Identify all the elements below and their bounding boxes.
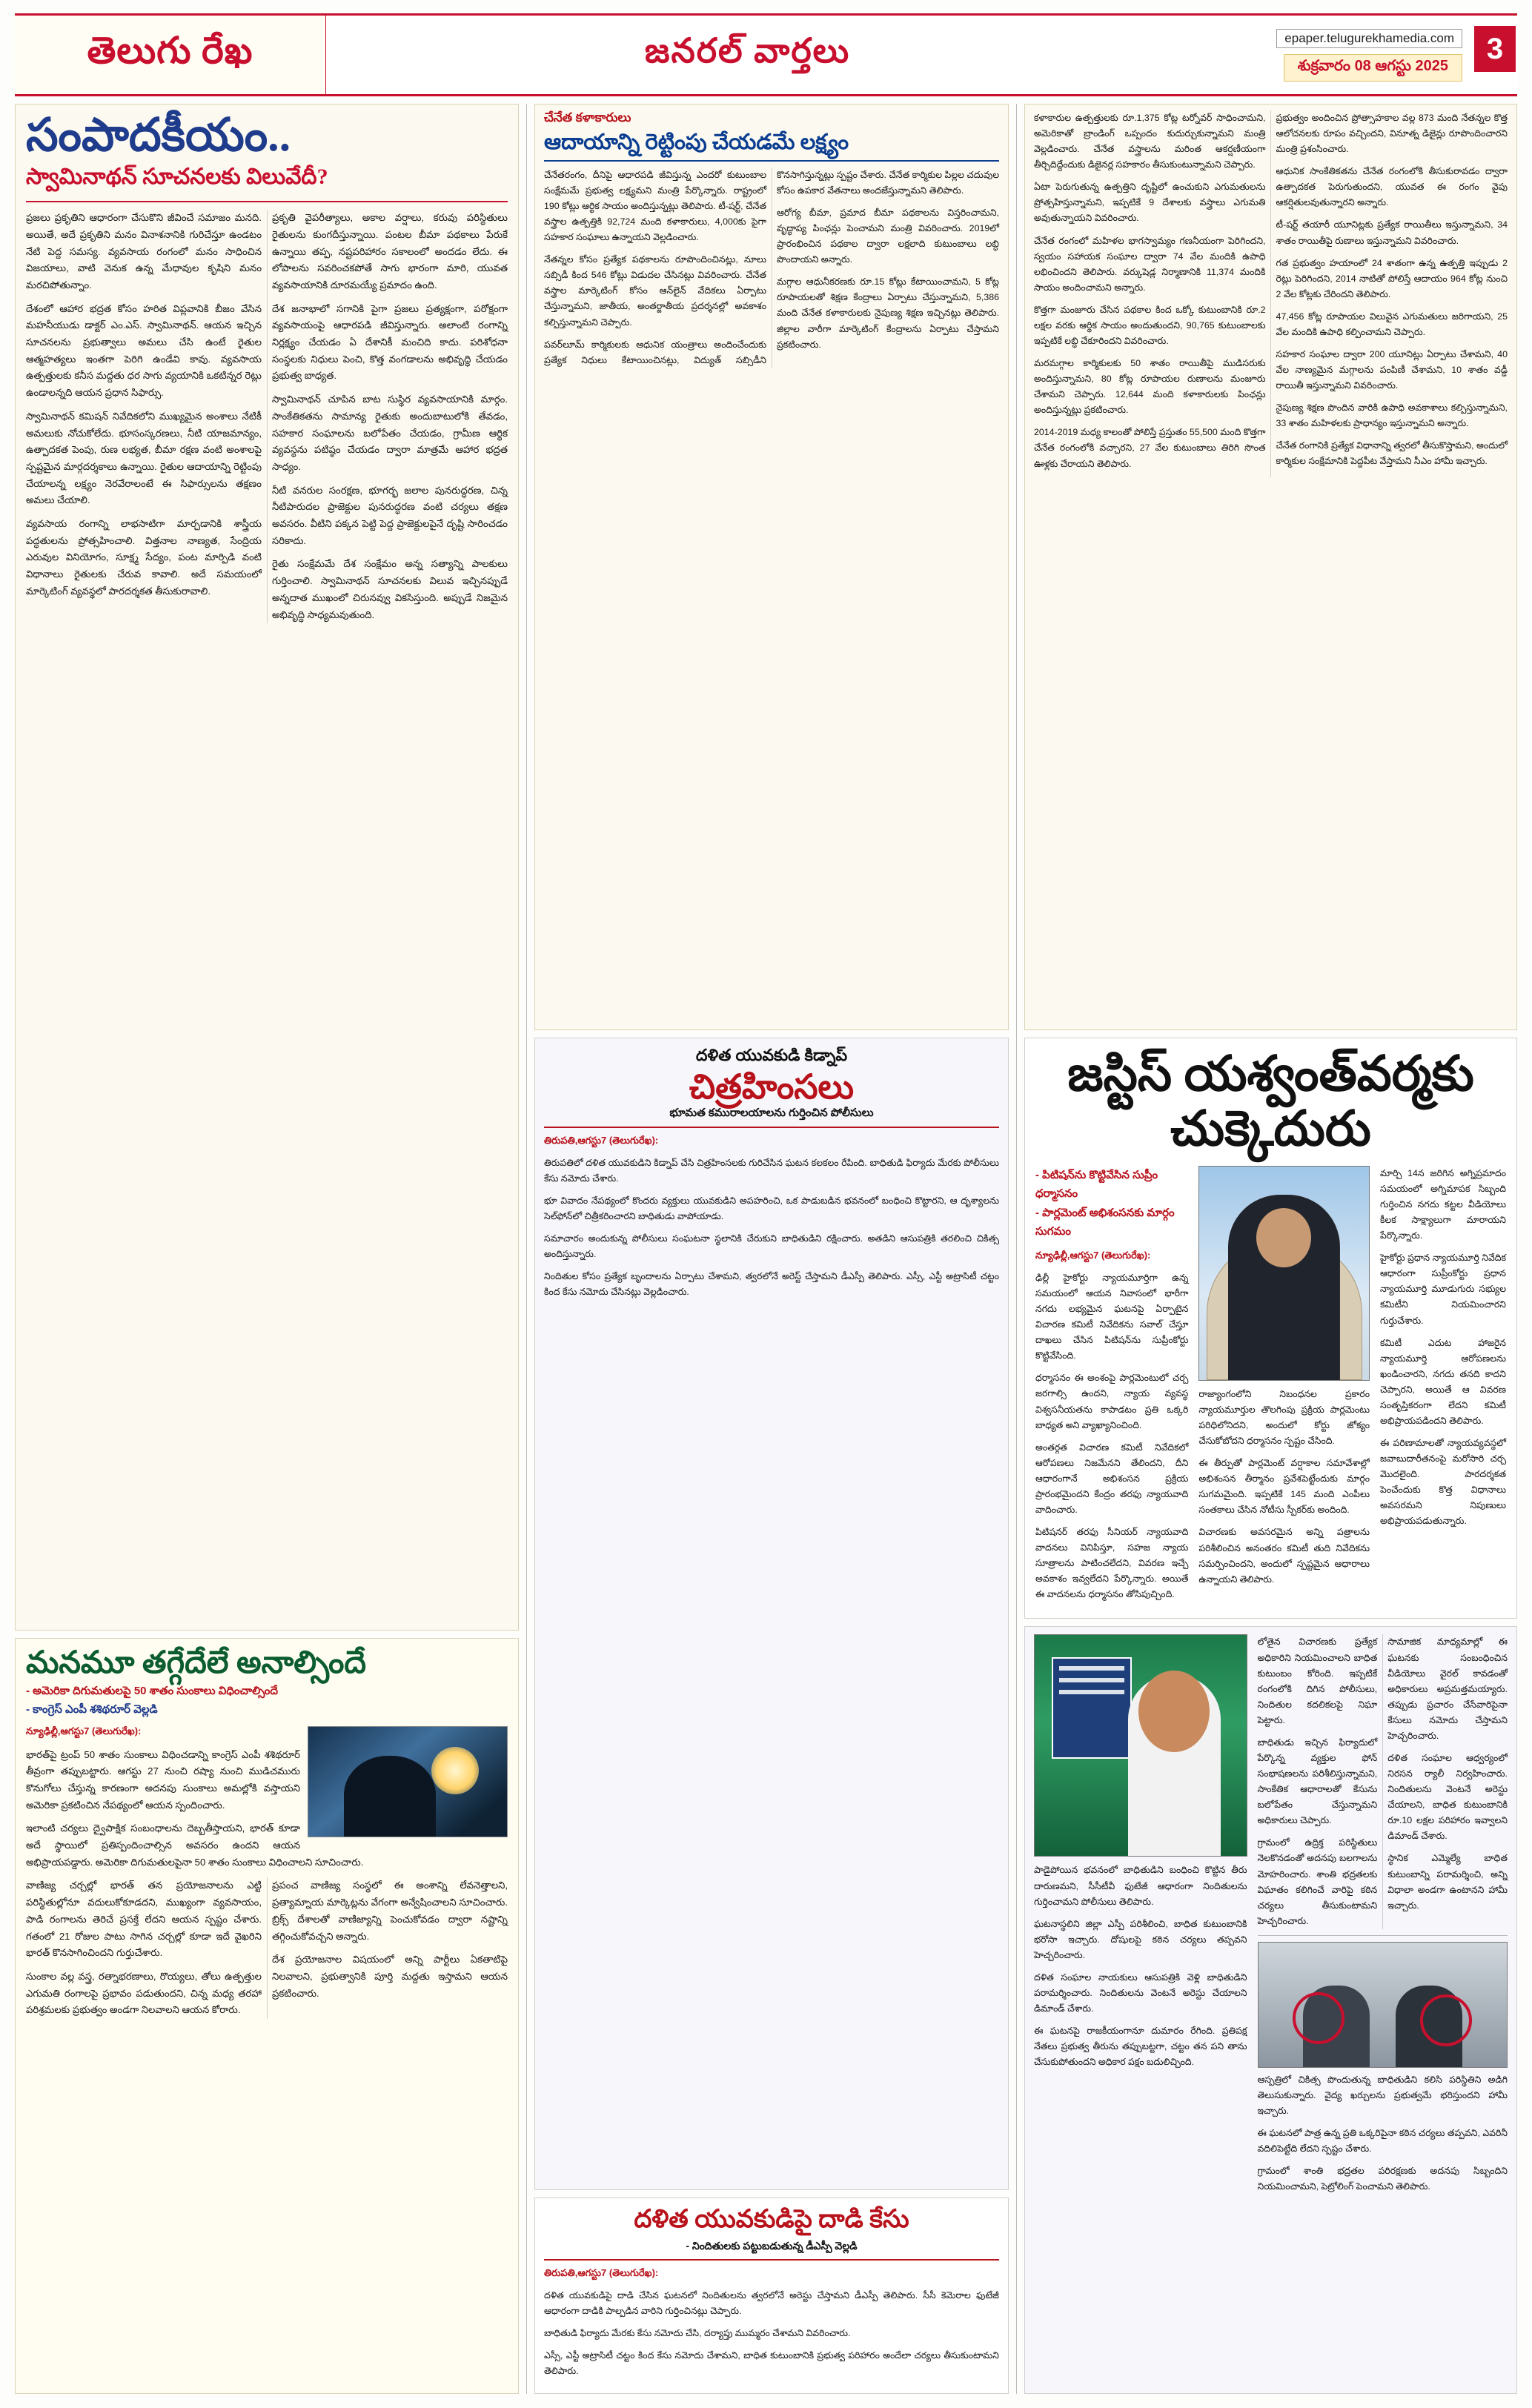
section-title: జనరల్ వార్తలు [644, 31, 851, 70]
publication-logo [15, 16, 326, 94]
paragraph: ప్రపంచ వాణిజ్య సంస్థలో ఈ అంశాన్ని లేవనెత్తాలని, ప్రత్యామ్నాయ మార్కెట్లను వేగంగా అన్వేషించాలని సూచించారు. బ్రిక్స్ దేశాలతో వాణిజ్యాన్ని పెంచుకోవడం ద్వారా నష్టాన్ని తగ్గించుకోవచ్చని అన్నారు. [272, 1880, 508, 1942]
page-number: 3 [1474, 26, 1516, 72]
dalit-body-right [1034, 1863, 1247, 2070]
paragraph: మార్చి 14న జరిగిన అగ్నిప్రమాదం సమయంలో అగ్నిమాపక సిబ్బంది గుర్తించిన నగదు కట్టల వీడియోలు కీలక సాక్ష్యాలుగా మారాయని పేర్కొన్నారు. [1380, 1167, 1506, 1241]
tariff-kicker: - అమెరికా దిగుమతులపై 50 శాతం సుంకాలు విధించాల్సిందే [26, 1685, 278, 1698]
paragraph: ఆరోగ్య బీమా, ప్రమాద బీమా పథకాలను విస్తరించామని, వృద్ధాప్య పింఛన్లు పెంచామని మంత్రి వివరించారు. 2019లో ప్రారంభించిన పథకాల ద్వారా లక్షలాది కుటుంబాలు లబ్ధి పొందాయని అన్నారు. [777, 207, 999, 265]
paragraph: ఈ తీర్పుతో పార్లమెంట్ వర్షాకాల సమావేశాల్లో అభిశంసన తీర్మానం ప్రవేశపెట్టేందుకు మార్గం సుగమమైంది. ఇప్పటికే 145 మంది ఎంపీలు సంతకాలు చేసిన నోటీసు స్పీకర్‌కు అందింది. [1198, 1458, 1370, 1516]
column-divider [1016, 104, 1017, 2394]
leader-press-meet-photo [1034, 1634, 1247, 1857]
paragraph: చేనేత రంగంలో మహిళల భాగస్వామ్యం గణనీయంగా పెరిగిందని, స్వయం సహాయక సంఘాల ద్వారా 74 వేల మందికి ఉపాధి లభించిందని తెలిపారు. వర్కుషెడ్ల నిర్మాణానికి 11,374 మందికి సాయం అందించామని అన్నారు. [1034, 235, 1266, 293]
paragraph: ఎస్సీ, ఎస్టీ అట్రాసిటీ చట్టం కింద కేసు నమోదు చేశామని, బాధిత కుటుంబానికి ప్రభుత్వ పరిహారం అందేలా చర్యలు తీసుకుంటామని తెలిపారు. [544, 2349, 999, 2376]
divider [1258, 1935, 1508, 1936]
column-right [1024, 104, 1517, 2394]
paragraph: దళిత యువకుడిపై దాడి చేసిన ఘటనలో నిందితులను త్వరలోనే అరెస్టు చేస్తామని డీఎస్పీ తెలిపారు. సీసీ కెమెరాల ఫుటేజీ ఆధారంగా దాడికి పాల్పడిన వారిని గుర్తించినట్లు చెప్పారు. [544, 2289, 999, 2316]
justice-body-3 [1380, 1166, 1506, 1530]
dateline: న్యూఢిల్లీ,ఆగస్టు7 (తెలుగురేఖ): [1035, 1249, 1151, 1261]
editorial-article [15, 104, 519, 1631]
paragraph: తిరుపతిలో దళిత యువకుడిని కిడ్నాప్ చేసి చిత్రహింసలకు గురిచేసిన ఘటన కలకలం రేపింది. బాధితుడి ఫిర్యాదు మేరకు పోలీసులు కేసు నమోదు చేశారు. [544, 1157, 999, 1184]
paragraph: ప్రభుత్వం అందించిన ప్రోత్సాహకాల వల్ల 873 మంది నేతన్నల కొత్త ఆలోచనలకు రూపం వచ్చిందని, వినూత్న డిజైన్లు రూపొందించారని మంత్రి ప్రశంసించారు. [1276, 113, 1508, 155]
paragraph: పాడైపోయిన భవనంలో బాధితుడిని బంధించి కొట్టిన తీరు దారుణమని, సీసీటీవీ ఫుటేజీ ఆధారంగా నిందితులను గుర్తించామని పోలీసులు తెలిపారు. [1034, 1865, 1247, 1907]
editorial-body [26, 210, 508, 623]
backdrop-banner [1052, 1657, 1132, 1759]
tariff-body-continued [26, 1877, 508, 2019]
dateline: తిరుపతి,ఆగస్టు7 (తెలుగురేఖ): [544, 1134, 659, 1146]
justice-verma-photo [1198, 1166, 1370, 1381]
paragraph: రైతు సంక్షేమమే దేశ సంక్షేమం అన్న సత్యాన్ని పాలకులు గుర్తించాలి. స్వామినాథన్ సూచనలకు విలువ ఇచ్చినప్పుడే అన్నదాత ముఖంలో చిరునవ్వు వికసిస్తుంది. అప్పుడే నిజమైన అభివృద్ధి సాధ్యమవుతుంది. [272, 558, 508, 620]
paragraph: గ్రామంలో శాంతి భద్రతల పరిరక్షణకు అదనపు సిబ్బందిని నియమించామని, పెట్రోలింగ్ పెంచామని తెలిపారు. [1257, 2166, 1508, 2192]
paragraph: దళిత సంఘాల నాయకులు ఆసుపత్రికి వెళ్లి బాధితుడిని పరామర్శించారు. నిందితులను వెంటనే అరెస్టు చేయాలని డిమాండ్ చేశారు. [1034, 1971, 1247, 2014]
paragraph: 2014-2019 మధ్య కాలంతో పోలిస్తే ప్రస్తుతం 55,500 మంది కొత్తగా చేనేత రంగంలోకి వచ్చారని, 27 వేల కుటుంబాలు తిరిగి సొంత ఊళ్లకు చేరాయని తెలిపారు. [1034, 427, 1266, 469]
assault-case-article [534, 2198, 1009, 2394]
masthead-meta [1169, 16, 1517, 94]
weaver-headline: ఆదాయాన్ని రెట్టింపు చేయడమే లక్ష్యం [544, 130, 999, 162]
cctv-footage-photo [1258, 1942, 1508, 2068]
paragraph: వాణిజ్య చర్చల్లో భారత్ తన ప్రయోజనాలను ఎట్టి పరిస్థితుల్లోనూ వదులుకోకూడదని, ముఖ్యంగా వ్యవసాయం, పాడి రంగాలను తెరిచే ప్రసక్తే లేదని ఆయన స్పష్టం చేశారు. గతంలో 21 రోజుల పాటు సాగిన చర్చల్లో కూడా ఇదే వైఖరిని భారత్ కొనసాగించిందని గుర్తుచేశారు. [26, 1880, 262, 1959]
attack-body-right [1258, 2072, 1508, 2195]
tariff-byline: - కాంగ్రెస్ ఎంపీ శశిథరూర్ వెల్లడి [26, 1703, 158, 1717]
weaver-category: చేనేత కళాకారులు [544, 110, 631, 125]
speaker-portrait [1128, 1675, 1221, 1856]
paragraph: నిందితుల కోసం ప్రత్యేక బృందాలను ఏర్పాటు చేశామని, త్వరలోనే అరెస్ట్ చేస్తామని డీఎస్పీ తెలిపారు. ఎస్సీ, ఎస్టీ అట్రాసిటీ చట్టం కింద కేసు నమోదు చేసినట్లు వెల్లడించారు. [544, 1271, 999, 1298]
paragraph: మగ్గాల ఆధునీకరణకు రూ.15 కోట్లు కేటాయించామని, 5 కోట్ల రూపాయలతో శిక్షణ కేంద్రాలు ఏర్పాటు చేస్తున్నామని, 5,386 మంది చేనేత కళాకారులకు నైపుణ్య శిక్షణ ఇచ్చినట్లు తెలిపారు. జిల్లాల వారీగా మార్కెటింగ్ కేంద్రాలను ఏర్పాటు చేస్తామని ప్రకటించారు. [777, 276, 999, 350]
page-content [15, 104, 1517, 2394]
banner-line [1059, 1690, 1124, 1694]
paragraph: నేతన్నల కోసం ప్రత్యేక పథకాలను రూపొందించినట్లు, నూలు సబ్సిడీ కింద 546 కోట్లు విడుదల చేసినట్లు వివరించారు. చేనేత వస్త్రాల మార్కెటింగ్ కోసం ఆన్‌లైన్ వేదికలు ఏర్పాటు చేస్తున్నామని, జాతీయ, అంతర్జాతీయ ప్రదర్శనల్లో అవకాశం కల్పిస్తున్నామని చెప్పారు. [544, 254, 766, 328]
paragraph: 47,456 కోట్ల రూపాయల విలువైన ఎగుమతులు జరిగాయని, 25 వేల మందికి ఉపాధి కల్పించామని చెప్పారు. [1276, 311, 1508, 337]
paragraph: దేశంలో ఆహార భద్రత కోసం హరిత విప్లవానికి బీజం వేసిన మహనీయుడు డాక్టర్ ఎం.ఎస్. స్వామినాథన్. ఆయన ఇచ్చిన సూచనలను ప్రభుత్వాలు అమలు చేసి ఉంటే రైతుల ఆత్మహత్యలు ఇంతగా పెరిగి ఉండేవి కావు. వ్యవసాయ ఉత్పత్తులకు కనీస మద్దతు ధర సాగు వ్యయానికి ఒకటిన్నర రెట్లు ఉండాలన్నది ఆయన ప్రధాన సిఫార్సు. [26, 302, 262, 399]
paragraph: రాజ్యాంగంలోని నిబంధనల ప్రకారం న్యాయమూర్తుల తొలగింపు ప్రక్రియ పార్లమెంటు పరిధిలోనిదని, అందులో కోర్టు జోక్యం చేసుకోబోదని ధర్మాసనం స్పష్టం చేసింది. [1198, 1388, 1370, 1447]
tariff-article [15, 1638, 519, 2394]
paragraph: టీ-షర్ట్ తయారీ యూనిట్లకు ప్రత్యేక రాయితీలు ఇస్తున్నామని, 34 శాతం రాయితీపై రుణాలు ఇస్తున్నామని వివరించారు. [1276, 219, 1508, 246]
paragraph: బాధితుడు ఇచ్చిన ఫిర్యాదులో పేర్కొన్న వ్యక్తుల ఫోన్ సంభాషణలను పరిశీలిస్తున్నామని, సాంకేతిక ఆధారాలతో కేసును బలోపేతం చేస్తున్నామని అధికారులు చెప్పారు. [1257, 1737, 1378, 1826]
column-left [15, 104, 519, 2394]
paragraph: ఏటా పెరుగుతున్న ఉత్పత్తిని దృష్టిలో ఉంచుకుని ఎగుమతులను ప్రోత్సహిస్తున్నామని, ఇప్పటికే 9 దేశాలకు వస్త్రాలు ఎగుమతి అవుతున్నాయని వివరించారు. [1034, 182, 1266, 224]
dalit-kicker: దళిత యువకుడి కిడ్నాప్ [695, 1046, 848, 1064]
paragraph: ప్రజలు ప్రకృతిని ఆధారంగా చేసుకొని జీవించే సమాజం మనది. అయితే, అదే ప్రకృతిని మనం వినాశనానికి గురిచేస్తూ ఉండటం నేటి పెద్ద సమస్య. వ్యవసాయ రంగంలో మనం సాధించిన విజయాలు, వాటి వెనుక ఉన్న మేధావుల కృషిని మనం మరచిపోతున్నాం. [26, 212, 262, 291]
paragraph: చేనేత రంగానికి ప్రత్యేక విధానాన్ని త్వరలో తీసుకొస్తామని, అందులో కార్మికుల సంక్షేమానికి పెద్దపీట వేస్తామని సీఎం హామీ ఇచ్చారు. [1276, 440, 1508, 467]
paragraph: దేశ ప్రయోజనాల విషయంలో అన్ని పార్టీలు ఏకతాటిపై నిలవాలని, ప్రభుత్వానికి పూర్తి మద్దతు ఇస్తామని ఆయన ప్రకటించారు. [272, 1954, 508, 1999]
paragraph: ఈ ఘటనపై రాజకీయంగానూ దుమారం రేగింది. ప్రతిపక్ష నేతలు ప్రభుత్వ తీరును తప్పుబట్టగా, చట్టం తన పని తాను చేసుకుపోతుందని అధికార పక్షం బదులిచ్చింది. [1034, 2026, 1247, 2068]
paragraph: చేనేతరంగం, దీనిపై ఆధారపడి జీవిస్తున్న ఎందరో కుటుంబాల సంక్షేమమే ప్రభుత్వ లక్ష్యమని మంత్రి పేర్కొన్నారు. రాష్ట్రంలో 190 కోట్లు ఆర్థిక సాయం అందిస్తున్నట్లు తెలిపారు. టీ-షర్ట్, చేనేత వస్త్రాల ఉత్పత్తికి 92,724 మంది కళాకారులు, 4,000కు పైగా సహకార సంఘాలు ఉన్నాయని వెల్లడించారు. [544, 169, 766, 243]
banner-line [1059, 1666, 1124, 1671]
paragraph: సామాజిక మాధ్యమాల్లో ఈ ఘటనకు సంబంధించిన వీడియోలు వైరల్ కావడంతో అధికారులు అప్రమత్తమయ్యారు. తప్పుడు ప్రచారం చేసేవారిపైనా కేసులు నమోదు చేస్తామని హెచ్చరించారు. [1387, 1636, 1508, 1741]
tariff-headline: మనమూ తగ్గేదేలే అనాల్సిందే [26, 1646, 367, 1680]
paragraph: నైపుణ్య శిక్షణ పొందిన వారికి ఉపాధి అవకాశాలు కల్పిస్తున్నామని, 33 శాతం మహిళలకు ప్రాధాన్యం ఇస్తున్నామని అన్నారు. [1276, 402, 1508, 429]
section-header [326, 16, 1169, 94]
justice-verma-article [1024, 1038, 1517, 1619]
paragraph: ఢిల్లీ హైకోర్టు న్యాయమూర్తిగా ఉన్న సమయంలో ఆయన నివాసంలో భారీగా నగదు లభ్యమైన ఘటనపై ఏర్పాటైన విచారణ కమిటీ నివేదికను సవాల్ చేస్తూ దాఖలు చేసిన పిటిషన్‌ను సుప్రీంకోర్టు కొట్టివేసింది. [1035, 1272, 1189, 1361]
justice-body [1035, 1247, 1188, 1603]
dalit-torture-article [534, 1038, 1009, 2190]
dalit-article-right [1024, 1626, 1517, 2394]
weaver-body [544, 168, 999, 368]
paragraph: ఆస్పత్రిలో చికిత్స పొందుతున్న బాధితుడిని కలిసి పరిస్థితిని అడిగి తెలుసుకున్నారు. వైద్య ఖర్చులను ప్రభుత్వమే భరిస్తుందని హామీ ఇచ్చారు. [1257, 2074, 1508, 2117]
paragraph: సమాచారం అందుకున్న పోలీసులు సంఘటనా స్థలానికి చేరుకుని బాధితుడిని రక్షించారు. అతడిని ఆసుపత్రికి తరలించి చికిత్స అందిస్తున్నారు. [544, 1233, 999, 1260]
paragraph: దళిత సంఘాల ఆధ్వర్యంలో నిరసన ర్యాలీ నిర్వహించారు. నిందితులను వెంటనే అరెస్టు చేయాలని, బాధిత కుటుంబానికి రూ.10 లక్షల పరిహారం ఇవ్వాలని డిమాండ్ చేశారు. [1387, 1753, 1508, 1842]
dalit-headline: చిత్రహింసలు [689, 1068, 855, 1106]
paragraph: ధర్మాసనం ఈ అంశంపై పార్లమెంటులో చర్చ జరగాల్సి ఉందని, న్యాయ వ్యవస్థ విశ్వసనీయతను కాపాడటం ప్రతి ఒక్కరి బాధ్యత అని వ్యాఖ్యానించింది. [1035, 1373, 1189, 1430]
paragraph: లోతైన విచారణకు ప్రత్యేక అధికారిని నియమించాలని బాధిత కుటుంబం కోరింది. ఇప్పటికే రంగంలోకి దిగిన పోలీసులు, నిందితుల కదలికలపై నిఘా పెట్టారు. [1257, 1636, 1378, 1725]
paragraph: స్థానిక ఎమ్మెల్యే బాధిత కుటుంబాన్ని పరామర్శించి, అన్ని విధాలా అండగా ఉంటానని హామీ ఇచ్చారు. [1387, 1853, 1508, 1911]
dateline: న్యూఢిల్లీ,ఆగస్టు7 (తెలుగురేఖ): [26, 1725, 142, 1737]
edition-date: శుక్రవారం 08 ఆగస్టు 2025 [1284, 54, 1462, 82]
paragraph: పిటిషనర్ తరఫు సీనియర్ న్యాయవాది వాదనలు వినిపిస్తూ, సహజ న్యాయ సూత్రాలను పాటించలేదని, వివరణ ఇచ్చే అవకాశం ఇవ్వలేదని పేర్కొన్నారు. అయితే ఈ వాదనలను ధర్మాసనం తోసిపుచ్చింది. [1035, 1527, 1189, 1600]
paragraph: దేశ జనాభాలో సగానికి పైగా ప్రజలు ప్రత్యక్షంగా, పరోక్షంగా వ్యవసాయంపై ఆధారపడి జీవిస్తున్నారు. అలాంటి రంగాన్ని నిర్లక్ష్యం చేయడం ఏ దేశానికీ మంచిది కాదు. పరిశోధనా సంస్థలకు నిధులు పెంచి, కొత్త వంగడాలను అభివృద్ధి చేయడం ప్రభుత్వ బాధ్యత. [272, 302, 508, 382]
dalit-body [544, 1132, 999, 1301]
paragraph: భారత్‌పై ట్రంప్ 50 శాతం సుంకాలు విధించడాన్ని కాంగ్రెస్ ఎంపీ శశిథరూర్ తీవ్రంగా తప్పుబట్టారు. ఆగస్టు 27 నుంచి రష్యా నుంచి ముడిచమురు కొనుగోలు చేస్తున్న కారణంగా అదనపు సుంకాలు అమల్లోకి వస్తాయని అమెరికా ప్రకటించిన నేపథ్యంలో ఆయన స్పందించారు. [26, 1748, 300, 1811]
paragraph: ఆధునిక సాంకేతికతను చేనేత రంగంలోకి తీసుకురావడం ద్వారా ఉత్పాదకత పెరుగుతుందని, యువత ఈ రంగం వైపు ఆకర్షితులవుతున్నారని అన్నారు. [1276, 166, 1508, 208]
paragraph: హైకోర్టు ప్రధాన న్యాయమూర్తి నివేదిక ఆధారంగా సుప్రీంకోర్టు ప్రధాన న్యాయమూర్తి మూడుగురు సభ్యుల కమిటీని నియమించారని గుర్తుచేశారు. [1380, 1253, 1506, 1326]
justice-body-2 [1198, 1387, 1370, 1588]
paragraph: ఇలాంటి చర్యలు ద్వైపాక్షిక సంబంధాలను దెబ్బతీస్తాయని, భారత్ కూడా అదే స్థాయిలో ప్రతిస్పందించాల్సిన అవసరం ఉందని ఆయన అభిప్రాయపడ్డారు. అమెరికా దిగుమతులపైనా 50 శాతం సుంకాలు విధించాలని సూచించారు. [26, 1822, 364, 1868]
weaver-article-continued [1024, 104, 1517, 1030]
assault-headline: దళిత యువకుడిపై దాడి కేసు [634, 2205, 909, 2233]
masthead [15, 13, 1517, 96]
paragraph: ఈ పరిణామాలతో న్యాయవ్యవస్థలో జవాబుదారీతనంపై మరోసారి చర్చ మొదలైంది. పారదర్శకత పెంచేందుకు కొత్త విధానాలు అవసరమని నిపుణులు అభిప్రాయపడుతున్నారు. [1380, 1438, 1506, 1527]
paragraph: విచారణకు అవసరమైన అన్ని పత్రాలను పరిశీలించిన అనంతరం కమిటీ తుది నివేదికను సమర్పించిందని, అందులో స్పష్టమైన ఆధారాలు ఉన్నాయని తెలిపారు. [1198, 1527, 1370, 1585]
paragraph: గ్రామంలో ఉద్రిక్త పరిస్థితులు నెలకొనడంతో అదనపు బలగాలను మోహరించారు. శాంతి భద్రతలకు విఘాతం కలిగించే వారిపై కఠిన చర్యలు తీసుకుంటామని హెచ్చరించారు. [1257, 1837, 1378, 1926]
thiruvananthapuram-mp-photo [308, 1726, 508, 1837]
paragraph: బాధితుడి ఫిర్యాదు మేరకు కేసు నమోదు చేసి, దర్యాప్తు ముమ్మరం చేశామని వివరించారు. [544, 2327, 851, 2338]
assault-body [544, 2265, 999, 2379]
highlight-circle-right [1420, 1994, 1472, 2046]
column-middle [534, 104, 1009, 2394]
judge-portrait-right [1228, 1195, 1339, 1380]
weaver-body-2 [1034, 110, 1508, 477]
paragraph: స్వామినాథన్ చూపిన బాట సుస్థిర వ్యవసాయానికి మార్గం. సాంకేతికతను సామాన్య రైతుకు అందుబాటులోకి తేవడం, సహకార సంఘాలను బలోపేతం చేయడం, గ్రామీణ ఆర్థిక వ్యవస్థను పటిష్ఠం చేయడం ద్వారా మాత్రమే ఆహార భద్రత సాధ్యం. [272, 394, 508, 472]
justice-bullets [1035, 1166, 1188, 1241]
weaver-article [534, 104, 1009, 1030]
dateline: తిరుపతి,ఆగస్టు7 (తెలుగురేఖ): [544, 2266, 659, 2278]
bullet-item: - పిటిషన్‌ను కొట్టివేసిన సుప్రీం ధర్మాసనం [1035, 1168, 1158, 1201]
paragraph: నీటి వనరుల సంరక్షణ, భూగర్భ జలాల పునరుద్ధరణ, చిన్న నీటిపారుదల ప్రాజెక్టుల పునరుద్ధరణ వంటి చర్యలు తక్షణ అవసరం. వీటిని పక్కన పెట్టి పెద్ద ప్రాజెక్టులపైనే దృష్టి సారించడం సరికాదు. [272, 484, 508, 546]
dalit-subhead: భూమత కమురాలయాలను గుర్తించిన పోలీసులు [544, 1107, 999, 1128]
paragraph: సుంకాల వల్ల వస్త్ర, రత్నాభరణాలు, రొయ్యలు, తోలు ఉత్పత్తుల ఎగుమతి రంగాలపై ప్రభావం పడుతుందని, చిన్న మధ్య తరహా పరిశ్రమలకు ప్రభుత్వం అండగా నిలవాలని ఆయన కోరారు. [26, 1970, 262, 2016]
paragraph: ఈ ఘటనలో పాత్ర ఉన్న ప్రతి ఒక్కరిపైనా కఠిన చర్యలు తప్పవని, ఎవరినీ వదిలిపెట్టేది లేదని స్పష్టం చేశారు. [1257, 2128, 1508, 2155]
paragraph: కళాకారుల ఉత్పత్తులకు రూ.1,375 కోట్ల టర్నోవర్ సాధించామని, అమెరికాతో బ్రాండింగ్ ఒప్పందం కుదుర్చుకున్నామని మంత్రి వెల్లడించారు. చేనేత వస్త్రాలను మరింత ఆకర్షణీయంగా తీర్చిదిద్దేందుకు డిజైనర్ల సహకారం తీసుకుంటున్నామని చెప్పారు. [1034, 113, 1266, 170]
paragraph: వ్యవసాయ రంగాన్ని లాభసాటిగా మార్చడానికి శాస్త్రీయ పద్ధతులను ప్రోత్సహించాలి. విత్తనాల నాణ్యత, సేంద్రియ ఎరువుల వినియోగం, సూక్ష్మ సేద్యం, పంట మార్పిడి వంటి విధానాలు రైతులకు చేరువ కావాలి. అదే సమయంలో మార్కెటింగ్ వ్యవస్థలో పారదర్శకత తీసుకురావాలి. [26, 518, 262, 597]
bullet-item: - పార్లమెంట్ అభిశంసనకు మార్గం సుగమం [1035, 1206, 1175, 1238]
paragraph: అంతర్గత విచారణ కమిటీ నివేదికలో ఆరోపణలు నిజమేనని తేలిందని, దీని ఆధారంగానే అభిశంసన ప్రక్రియ ప్రారంభమైందని కేంద్రం తరఫు న్యాయవాది వాదించారు. [1035, 1442, 1189, 1515]
dalit-body-right-2 [1258, 1634, 1508, 1928]
assault-subhead: - నిందితులకు పట్టుబడుతున్న డీఎస్పీ వెల్లడి [544, 2240, 999, 2261]
stage-light [431, 1747, 479, 1794]
editorial-title: సంపాదకీయం.. [26, 110, 291, 161]
paragraph: సహకార సంఘాల ద్వారా 200 యూనిట్లు ఏర్పాటు చేశామని, 40 వేల నాణ్యమైన మగ్గాలను పంపిణీ చేశామని, 10 శాతం వడ్డీ రాయితీ ఇస్తున్నామని వివరించారు. [1276, 349, 1508, 391]
publication-name: తెలుగు రేఖ [87, 29, 253, 71]
paragraph: ఘటనాస్థలిని జిల్లా ఎస్పీ పరిశీలించి, బాధిత కుటుంబానికి భరోసా ఇచ్చారు. దోషులపై కఠిన చర్యలు తప్పవని హెచ్చరించారు. [1034, 1918, 1247, 1960]
paragraph: భూ వివాదం నేపథ్యంలో కొందరు వ్యక్తులు యువకుడిని అపహరించి, ఒక పాడుబడిన భవనంలో బంధించి కొట్టారని, ఆ దృశ్యాలను సెల్‌ఫోన్‌లో చిత్రీకరించారని బాధితుడు వాపోయాడు. [544, 1195, 999, 1221]
paragraph: ప్రకృతి వైపరీత్యాలు, అకాల వర్షాలు, కరువు పరిస్థితులు రైతులను కుంగదీస్తున్నాయి. పంటల బీమా పథకాలు పేరుకే ఉన్నాయి తప్ప, నష్టపరిహారం సకాలంలో అందడం లేదు. ఈ లోపాలను సవరించకపోతే సాగు భారంగా మారి, యువత వ్యవసాయానికి దూరమయ్యే ప్రమాదం ఉంది. [272, 212, 508, 291]
paragraph: కమిటీ ఎదుట హాజరైన న్యాయమూర్తి ఆరోపణలను ఖండించారని, నగదు తనది కాదని చెప్పారని, అయితే ఆ వివరణ సంతృప్తికరంగా లేదని కమిటీ అభిప్రాయపడిందని తెలిపారు. [1380, 1337, 1506, 1426]
epaper-url[interactable]: epaper.telugurekhamedia.com [1276, 29, 1462, 48]
justice-headline: జస్టిస్ యశ్వంత్‌వర్మకు చుక్కెదురు [1067, 1047, 1474, 1156]
paragraph: కొత్తగా మంజూరు చేసిన పథకాల కింద ఒక్కో కుటుంబానికి రూ.2 లక్షల వరకు ఆర్థిక సాయం అందుతుందని, 90,765 కుటుంబాలకు ఇప్పటికే లబ్ధి చేకూరిందని వివరించారు. [1034, 304, 1266, 347]
editorial-subtitle: స్వామినాథన్ సూచనలకు విలువేదీ? [26, 165, 508, 202]
paragraph: గత ప్రభుత్వం హయాంలో 24 శాతంగా ఉన్న ఉత్పత్తి ఇప్పుడు 2 రెట్లు పెరిగిందని, 2014 నాటితో పోలిస్తే ఆదాయం 964 కోట్ల నుంచి 2 వేల కోట్లకు చేరిందని తెలిపారు. [1276, 257, 1508, 299]
paragraph: మరమగ్గాల కార్మికులకు 50 శాతం రాయితీపై ముడిసరుకు అందిస్తున్నామని, 80 కోట్ల రూపాయల రుణాలను మంజూరు చేశామని చెప్పారు. 12,644 మంది కళాకారులకు పింఛన్లు అందిస్తున్నట్లు ప్రకటించారు. [1034, 358, 1266, 416]
paragraph: స్వామినాథన్ కమిషన్ నివేదికలోని ముఖ్యమైన అంశాలు నేటికీ అమలుకు నోచుకోలేదు. భూసంస్కరణలు, నీటి యాజమాన్యం, ఉత్పాదకత పెంపు, రుణ లభ్యత, బీమా రక్షణ వంటి అంశాలపై స్పష్టమైన మార్గదర్శకాలు ఉన్నాయి. రైతుల ఆదాయాన్ని రెట్టింపు చేయాలన్న లక్ష్యం నెరవేరాలంటే ఈ సిఫార్సులను తక్షణం అమలు చేయాలి. [26, 410, 262, 506]
paragraph: పవర్‌లూమ్ కార్మికులకు ఆధునిక యంత్రాలు అందించేందుకు ప్రత్యేక నిధులు కేటాయించినట్లు, విద్యుత్ సబ్సిడీని కొనసాగిస్తున్నట్లు స్పష్టం చేశారు. చేనేత కార్మికుల పిల్లల చదువుల కోసం ఉపకార వేతనాలు అందజేస్తున్నామని తెలిపారు. [544, 169, 999, 365]
column-divider [526, 104, 527, 2394]
banner-line [1059, 1678, 1124, 1682]
speaker-silhouette [344, 1756, 435, 1837]
